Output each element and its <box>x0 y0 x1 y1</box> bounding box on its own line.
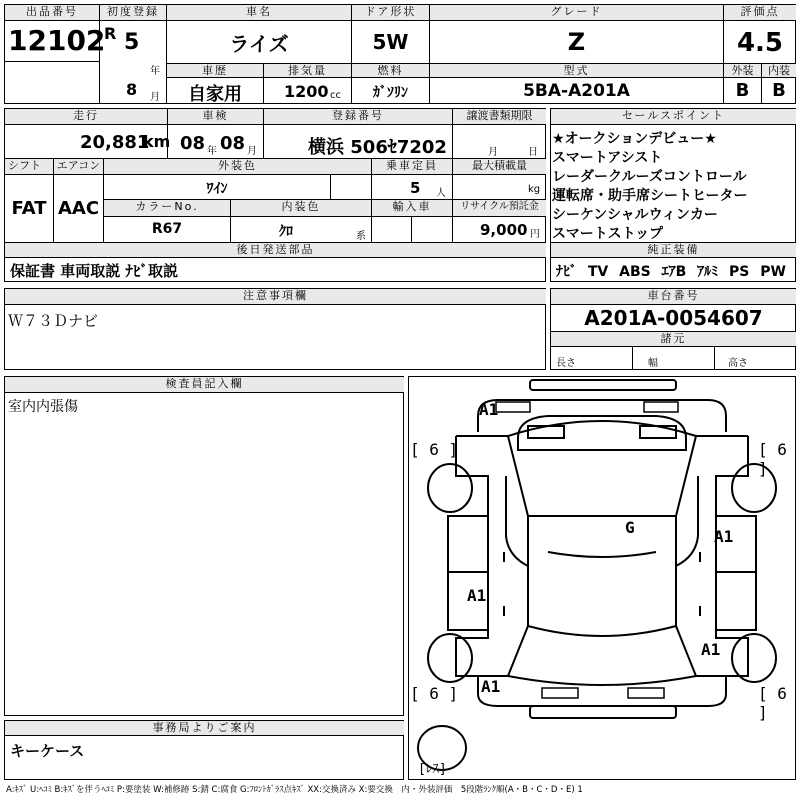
office-note: キーケース <box>10 742 85 760</box>
inspector-note: 室内内張傷 <box>8 399 78 415</box>
inspection-year: 08 <box>180 133 206 154</box>
car-name-label: 車名 <box>167 5 351 20</box>
interior-score: B <box>772 80 786 101</box>
car-outline <box>408 376 796 780</box>
sales-points-label: セールスポイント <box>551 109 796 124</box>
grade: Z <box>567 28 586 56</box>
recycle: 9,000 <box>480 221 528 239</box>
displacement: 1200 <box>284 82 329 101</box>
year-unit: 年 <box>150 66 160 77</box>
capacity-unit: 人 <box>436 188 446 199</box>
ext-color-label: 外装色 <box>104 159 371 174</box>
spare-tire: [ﾚｽ] <box>418 762 447 777</box>
height-label: 高さ <box>728 358 748 369</box>
genuine-item: TV <box>587 264 609 280</box>
inspection-year-unit: 年 <box>207 146 217 157</box>
score: 4.5 <box>736 28 784 58</box>
ac: AAC <box>57 198 100 219</box>
inspection-month: 08 <box>220 133 246 154</box>
inspector-label: 検査員記入欄 <box>5 377 404 392</box>
score-label: 評価点 <box>724 5 796 20</box>
plate-label: 登録番号 <box>264 109 452 124</box>
ac-label: エアコン <box>54 159 103 174</box>
inspector-box <box>4 376 404 716</box>
era: R <box>104 24 117 43</box>
int-color-label: 内装色 <box>231 200 371 216</box>
damage-mark: A1 <box>481 677 501 696</box>
transfer-month: 月 <box>488 147 498 158</box>
sales-point-item: シーケンシャルウィンカー <box>552 207 718 223</box>
length-label: 長さ <box>556 358 576 369</box>
tire-tread: [ 6 ] <box>758 440 787 478</box>
model: 5BA-A201A <box>523 81 630 101</box>
tire-tread: [ 6 ] <box>410 684 459 703</box>
dims-label: 諸元 <box>551 332 796 346</box>
inspection-month-unit: 月 <box>247 146 257 157</box>
office-label: 事務局よりご案内 <box>5 721 404 735</box>
model-label: 型式 <box>430 64 723 77</box>
first-reg-label: 初度登録 <box>100 5 166 20</box>
notes-value: Ｗ７３Ｄナビ <box>8 312 99 330</box>
mileage-unit: km <box>143 132 171 151</box>
genuine-item: ｱﾙﾐ <box>697 264 719 280</box>
sales-point-item: レーダークルーズコントロール <box>552 169 747 185</box>
damage-mark: G <box>625 518 635 537</box>
ext-color: ﾜｲﾝ <box>206 181 228 197</box>
fuel: ｶﾞｿﾘﾝ <box>373 85 408 101</box>
inspection-label: 車検 <box>168 109 263 124</box>
tire-tread: [ 6 ] <box>410 440 459 459</box>
int-color-unit: 系 <box>356 231 366 242</box>
reg-month: 8 <box>126 80 138 99</box>
recycle-unit: 円 <box>530 229 540 240</box>
lot-label: 出品番号 <box>5 5 99 20</box>
import-label: 輸入車 <box>372 200 452 216</box>
genuine-item: PW <box>760 264 786 280</box>
genuine-equipment <box>556 261 786 281</box>
int-color: ｸﾛ <box>279 224 293 240</box>
damage-mark: A1 <box>467 586 487 605</box>
chassis-number: A201A-0054607 <box>584 306 763 330</box>
shift-label: シフト <box>5 159 53 174</box>
genuine-item: ABS <box>619 264 651 280</box>
grade-label: グレード <box>430 5 723 20</box>
sales-point-item: ★オークションデビュー★ <box>552 131 717 147</box>
shift: FAT <box>11 198 47 219</box>
sales-point-item: スマートアシスト <box>552 150 663 166</box>
tire-tread: [ 6 ] <box>758 684 787 722</box>
color-no: R67 <box>151 221 183 237</box>
transfer-label: 譲渡書類期限 <box>453 109 546 124</box>
width-label: 幅 <box>648 358 658 369</box>
genuine-item: ﾅﾋﾞ <box>556 264 577 280</box>
fuel-label: 燃料 <box>352 64 429 77</box>
damage-mark: A1 <box>701 640 721 659</box>
mileage: 20,881 <box>80 132 150 153</box>
door-label: ドア形状 <box>352 5 429 20</box>
reg-year: 5 <box>124 30 140 55</box>
month-unit: 月 <box>150 92 160 103</box>
notes-label: 注意事項欄 <box>5 289 546 304</box>
damage-mark: A1 <box>714 527 734 546</box>
legend-footer: A:ｷｽﾞ U:ﾍｺﾐ B:ｷｽﾞを伴うﾍｺﾐ P:要塗装 W:補修跡 S:錆 C:腐食 G:ﾌﾛﾝﾄｶﾞﾗｽ点ｷｽﾞ XX:交換済み X:要交換 内・外装評価 5段階ﾗﾝｸ順(A・B・C・D・E) 1 <box>6 785 583 795</box>
sales-point-item: スマートストップ <box>552 226 664 242</box>
genuine-label: 純正装備 <box>551 243 796 257</box>
capacity-label: 乗車定員 <box>372 159 452 174</box>
damage-mark: A1 <box>479 400 499 419</box>
door-type: 5W <box>372 30 409 54</box>
recycle-label: リサイクル預託金 <box>453 200 546 216</box>
genuine-item: ｴｱB <box>661 264 687 280</box>
history: 自家用 <box>188 84 242 105</box>
capacity: 5 <box>410 179 421 197</box>
load-label: 最大積載量 <box>453 159 546 174</box>
transfer-day: 日 <box>528 147 538 158</box>
chassis-label: 車台番号 <box>551 289 796 304</box>
plate-number: 横浜 506ｾ7202 <box>308 137 447 158</box>
displacement-label: 排気量 <box>264 64 351 77</box>
sales-point-item: 運転席・助手席シートヒーター <box>552 188 748 204</box>
genuine-item: PS <box>729 264 750 280</box>
history-label: 車歴 <box>167 64 263 77</box>
color-no-label: カラーNo. <box>104 200 230 216</box>
interior-label: 内装 <box>762 64 796 77</box>
later-parts-label: 後日発送部品 <box>5 243 546 257</box>
exterior-label: 外装 <box>724 64 761 77</box>
lot-number: 12102 <box>8 24 106 57</box>
load-unit: kg <box>528 184 541 195</box>
exterior-score: B <box>735 80 750 101</box>
car-name: ライズ <box>229 32 289 56</box>
mileage-label: 走行 <box>5 109 167 124</box>
displacement-unit: cc <box>330 90 341 101</box>
later-parts: 保証書 車両取説 ﾅﾋﾞ取説 <box>10 262 178 280</box>
